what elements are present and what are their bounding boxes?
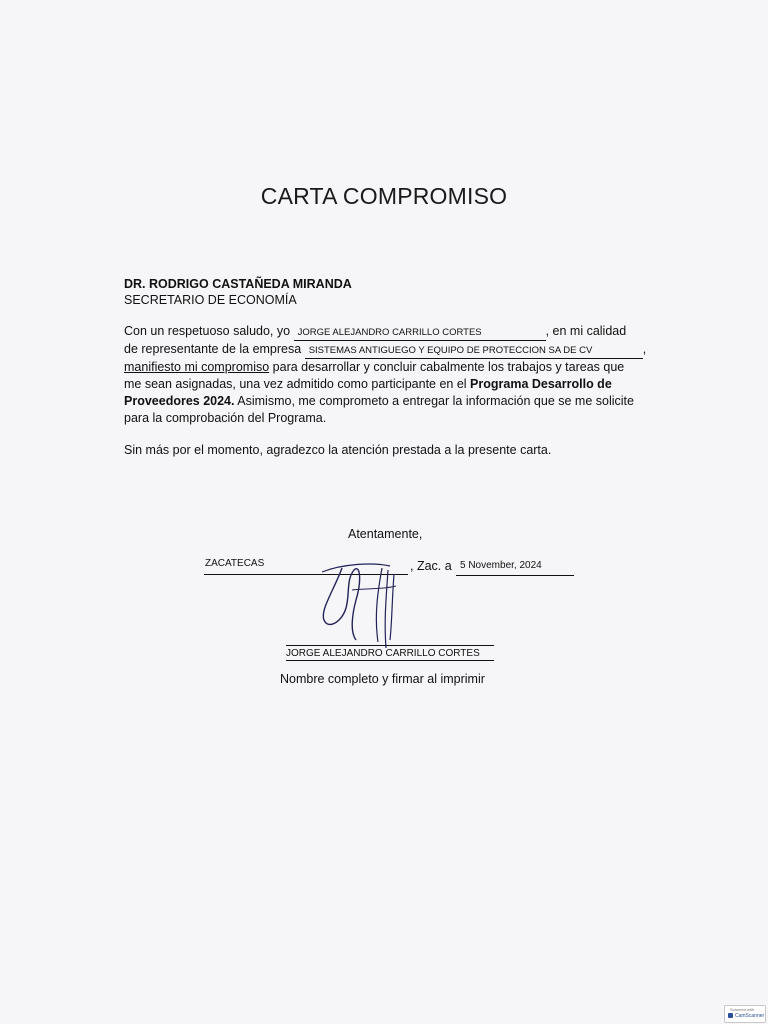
body-line-3 (124, 359, 624, 376)
body-line-5 (124, 393, 634, 410)
document-title: CARTA COMPROMISO (260, 183, 508, 209)
body-text: , en mi calidad (545, 324, 627, 338)
representative-name-field: JORGE ALEJANDRO CARRILLO CORTES (294, 326, 546, 341)
body-text: Con un respetuoso saludo, yo (124, 324, 291, 338)
sign-off: Atentamente, (348, 527, 423, 541)
scanner-badge-line1: Scanned with (730, 1007, 755, 1012)
closing-sentence: Sin más por el momento, agradezco la atención prestada a la presente carta. (124, 443, 552, 457)
scanner-badge-line2: CamScanner (735, 1013, 765, 1019)
program-name-cont: Proveedores 2024. (124, 394, 235, 408)
body-line-4 (124, 376, 612, 393)
body-line-6 (124, 410, 326, 427)
commitment-phrase: manifiesto mi compromiso (124, 360, 270, 374)
program-name: Programa Desarrollo de (470, 377, 612, 391)
recipient-role: SECRETARIO DE ECONOMÍA (124, 293, 297, 307)
company-name-field: SISTEMAS ANTIGUEGO Y EQUIPO DE PROTECCION SA DE CV (305, 344, 643, 359)
body-text: Asimismo, me comprometo a entregar la información que se me solicite (234, 394, 634, 408)
handwritten-signature (312, 560, 422, 655)
camscanner-icon (728, 1013, 733, 1018)
body-line-1 (124, 323, 626, 341)
body-text: para desarrollar y concluir cabalmente los trabajos y tareas que (269, 360, 625, 374)
place-suffix: , Zac. a (410, 559, 452, 573)
recipient-name: DR. RODRIGO CASTAÑEDA MIRANDA (124, 277, 352, 291)
scanner-badge (724, 1005, 766, 1023)
date-field: 5 November, 2024 (460, 560, 542, 571)
body-text: , (642, 342, 647, 356)
body-text: me sean asignadas, una vez admitido como participante en el (124, 377, 471, 391)
body-line-2 (124, 341, 646, 359)
body-text: para la comprobación del Programa. (124, 411, 327, 425)
place-field: ZACATECAS (205, 558, 265, 569)
body-text: de representante de la empresa (124, 342, 302, 356)
signature-caption: Nombre completo y firmar al imprimir (280, 672, 485, 686)
signer-name: JORGE ALEJANDRO CARRILLO CORTES (286, 645, 494, 661)
